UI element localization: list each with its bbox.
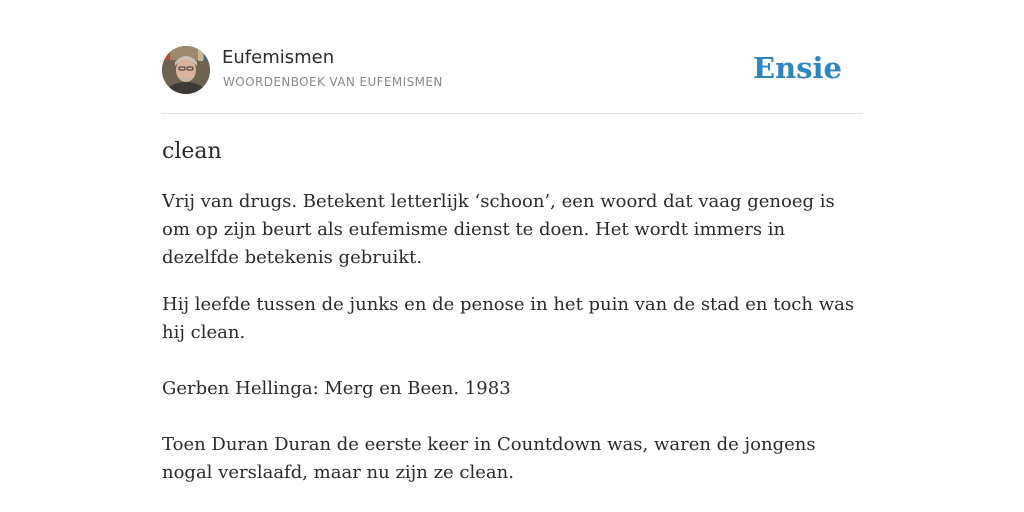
entry-examples [162,291,862,487]
entry-content [162,136,862,487]
example-quote-2: Toen Duran Duran de eerste keer in Countdown was, waren de jongens nogal verslaafd, maar nu zijn ze clean. [162,434,816,483]
site-subtitle: WOORDENBOEK VAN EUFEMISMEN [223,75,443,89]
avatar-image [162,46,210,94]
entry-definition: Vrij van drugs. Betekent letterlijk ‘schoon’, een woord dat vaag genoeg is om op zijn beurt als eufemisme dienst te doen. Het wordt immers in dezelfde betekenis gebruikt. [162,191,835,268]
example-quote-1: Hij leefde tussen de junks en de penose in het puin van de stad en toch was hij clean. [162,294,855,343]
ensie-logo[interactable]: Ensie [753,51,842,85]
author-avatar[interactable] [162,46,210,94]
header [162,46,862,96]
example-spacer [162,347,862,375]
entry-term: clean [162,139,222,164]
example-spacer [162,403,862,431]
header-divider [162,113,862,114]
example-source-1: Gerben Hellinga: Merg en Been. 1983 [162,378,511,399]
site-name[interactable]: Eufemismen [222,47,335,68]
